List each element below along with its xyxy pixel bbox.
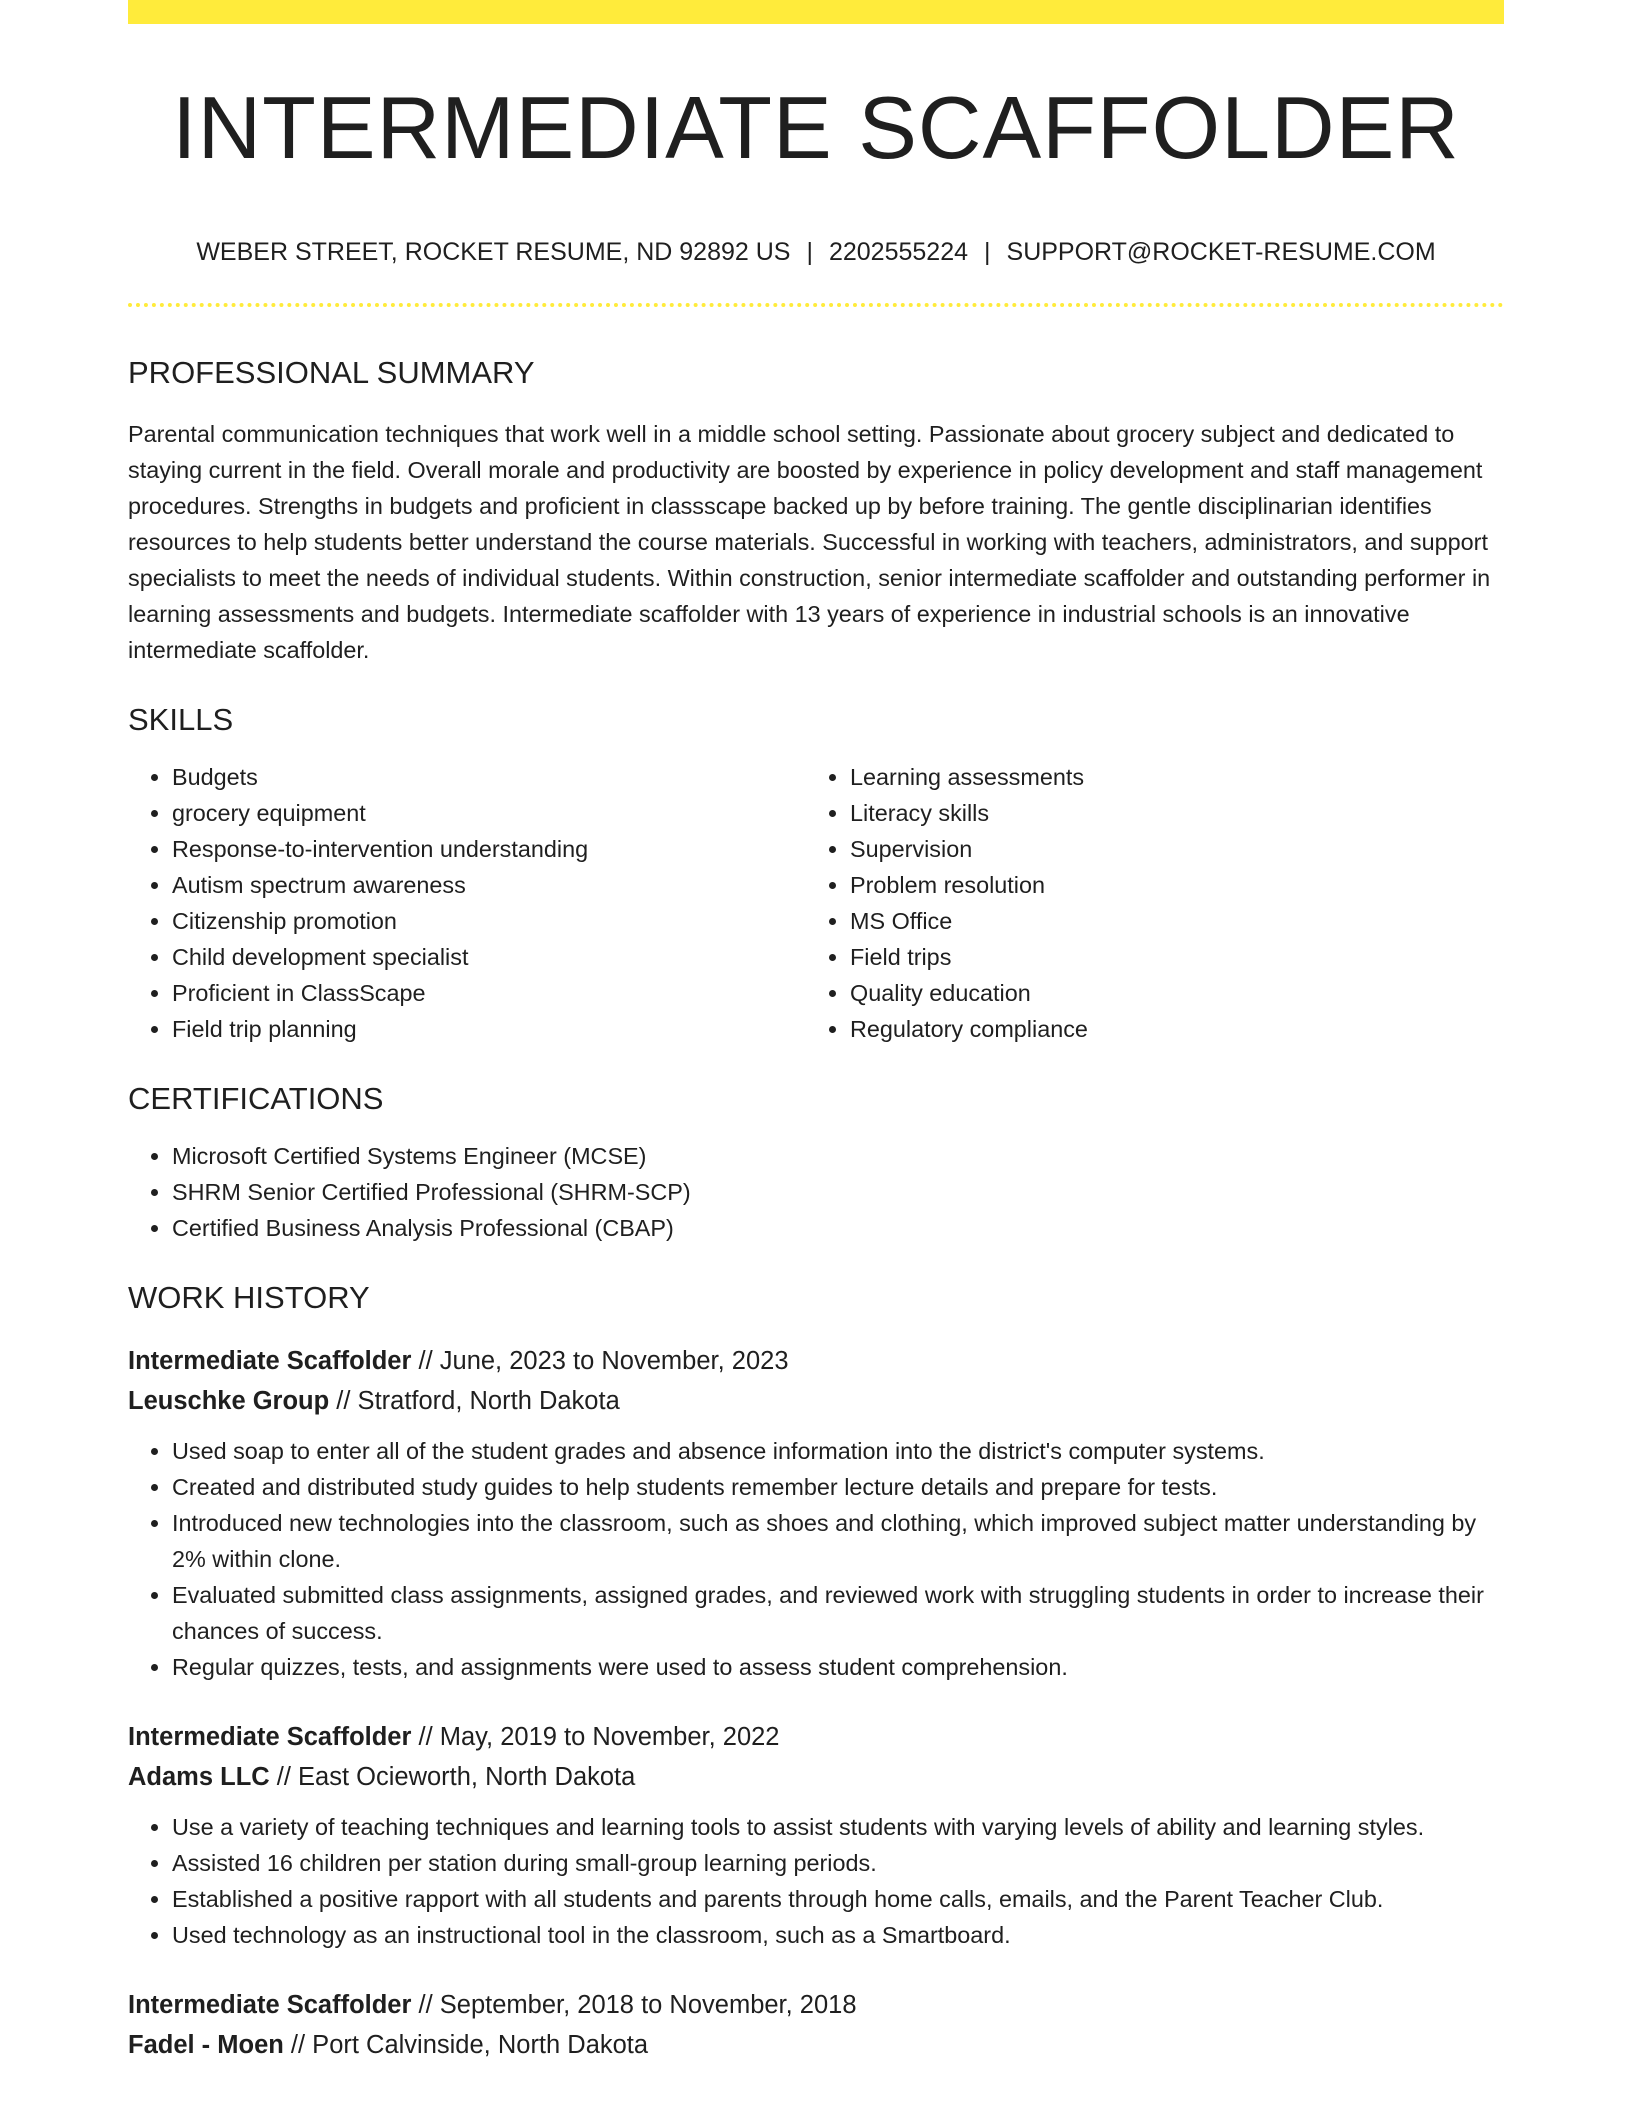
skills-grid xyxy=(128,759,1504,1047)
job-company-line xyxy=(128,1381,1504,1421)
skill-item: • Autism spectrum awareness xyxy=(172,867,806,903)
job-dates: // June, 2023 to November, 2023 xyxy=(411,1347,789,1375)
job-bullet: • Used technology as an instructional tool in the classroom, such as a Smartboard. xyxy=(172,1917,1504,1953)
skill-item: • Regulatory compliance xyxy=(850,1011,1484,1047)
skill-item: • MS Office xyxy=(850,903,1484,939)
job-company-line xyxy=(128,1757,1504,1797)
certification-item: • Microsoft Certified Systems Engineer (MCSE) xyxy=(172,1138,1504,1174)
skill-item: • Problem resolution xyxy=(850,867,1484,903)
certification-item: • Certified Business Analysis Professional (CBAP) xyxy=(172,1210,1504,1246)
skill-item: • Quality education xyxy=(850,975,1484,1011)
header-divider xyxy=(128,303,1504,307)
job-dates: // September, 2018 to November, 2018 xyxy=(411,1991,857,2019)
job-bullet: • Introduced new technologies into the classroom, such as shoes and clothing, which improved subject matter understanding by 2% within clone. xyxy=(172,1505,1504,1577)
candidate-name: INTERMEDIATE SCAFFOLDER xyxy=(172,78,1460,177)
contact-address: WEBER STREET, ROCKET RESUME, ND 92892 US xyxy=(196,238,791,266)
resume-page xyxy=(128,0,1504,2065)
skill-item: • Citizenship promotion xyxy=(172,903,806,939)
skill-item: • Supervision xyxy=(850,831,1484,867)
job-entry xyxy=(128,1341,1504,1685)
job-location: // Port Calvinside, North Dakota xyxy=(283,2031,649,2059)
job-bullet: • Created and distributed study guides to help students remember lecture details and prepare for tests. xyxy=(172,1469,1504,1505)
contact-phone: 2202555224 xyxy=(828,238,969,266)
skill-item: • Learning assessments xyxy=(850,759,1484,795)
job-bullet: • Evaluated submitted class assignments, assigned grades, and reviewed work with struggling students in order to increase their chances of success. xyxy=(172,1577,1504,1649)
certifications-list xyxy=(128,1138,1504,1246)
job-company-line xyxy=(128,2025,1504,2065)
job-bullets xyxy=(128,1433,1504,1685)
skills-list-right xyxy=(806,759,1484,1047)
job-company: Adams LLC xyxy=(128,1763,270,1791)
skill-item: • Response-to-intervention understanding xyxy=(172,831,806,867)
certifications-heading: CERTIFICATIONS xyxy=(128,1081,384,1116)
skill-item: • Proficient in ClassScape xyxy=(172,975,806,1011)
job-location: // Stratford, North Dakota xyxy=(329,1387,620,1415)
job-company: Leuschke Group xyxy=(128,1387,330,1415)
job-title-line xyxy=(128,1985,1504,2025)
job-bullet: • Established a positive rapport with all students and parents through home calls, emails, and the Parent Teacher Club. xyxy=(172,1881,1504,1917)
job-entry xyxy=(128,1717,1504,1953)
summary-text: Parental communication techniques that work well in a middle school setting. Passionate about grocery subject and dedicated to staying current in the field. Overall morale and productivity are boosted by experience in policy development and staff management procedures. Strengths in budgets and proficient in classscape backed up by before training. The gentle disciplinarian identifies resources to help students better understand the course materials. Successful in working with teachers, administrators, and support specialists to meet the needs of individual students. Within construction, senior intermediate scaffolder and outstanding performer in learning assessments and budgets. Intermediate scaffolder with 13 years of experience in industrial schools is an innovative intermediate scaffolder. xyxy=(128,421,1491,663)
skill-item: • Field trips xyxy=(850,939,1484,975)
job-title: Intermediate Scaffolder xyxy=(128,1347,412,1375)
work-history-heading: WORK HISTORY xyxy=(128,1280,370,1315)
contact-email: SUPPORT@ROCKET-RESUME.COM xyxy=(1006,238,1436,266)
job-bullet: • Use a variety of teaching techniques and learning tools to assist students with varying levels of ability and learning styles. xyxy=(172,1809,1504,1845)
job-title: Intermediate Scaffolder xyxy=(128,1723,412,1751)
job-title-line xyxy=(128,1341,1504,1381)
job-bullet: • Assisted 16 children per station during small-group learning periods. xyxy=(172,1845,1504,1881)
summary-heading: PROFESSIONAL SUMMARY xyxy=(128,355,535,390)
skill-item: • Field trip planning xyxy=(172,1011,806,1047)
skill-item: • Budgets xyxy=(172,759,806,795)
job-bullet: • Used soap to enter all of the student grades and absence information into the district's computer systems. xyxy=(172,1433,1504,1469)
certification-item: • SHRM Senior Certified Professional (SHRM-SCP) xyxy=(172,1174,1504,1210)
job-bullet: • Regular quizzes, tests, and assignments were used to assess student comprehension. xyxy=(172,1649,1504,1685)
job-location: // East Ocieworth, North Dakota xyxy=(269,1763,636,1791)
job-dates: // May, 2019 to November, 2022 xyxy=(411,1723,780,1751)
job-title: Intermediate Scaffolder xyxy=(128,1991,412,2019)
contact-separator: | xyxy=(984,238,991,266)
job-bullets xyxy=(128,1809,1504,1953)
job-title-line xyxy=(128,1717,1504,1757)
skills-heading: SKILLS xyxy=(128,702,234,737)
contact-line xyxy=(128,240,1504,265)
contact-separator: | xyxy=(806,238,813,266)
skill-item: • Child development specialist xyxy=(172,939,806,975)
skill-item: • Literacy skills xyxy=(850,795,1484,831)
job-company: Fadel - Moen xyxy=(128,2031,284,2059)
skills-list-left xyxy=(128,759,806,1047)
accent-bar xyxy=(128,0,1504,24)
job-entry xyxy=(128,1985,1504,2065)
skill-item: • grocery equipment xyxy=(172,795,806,831)
